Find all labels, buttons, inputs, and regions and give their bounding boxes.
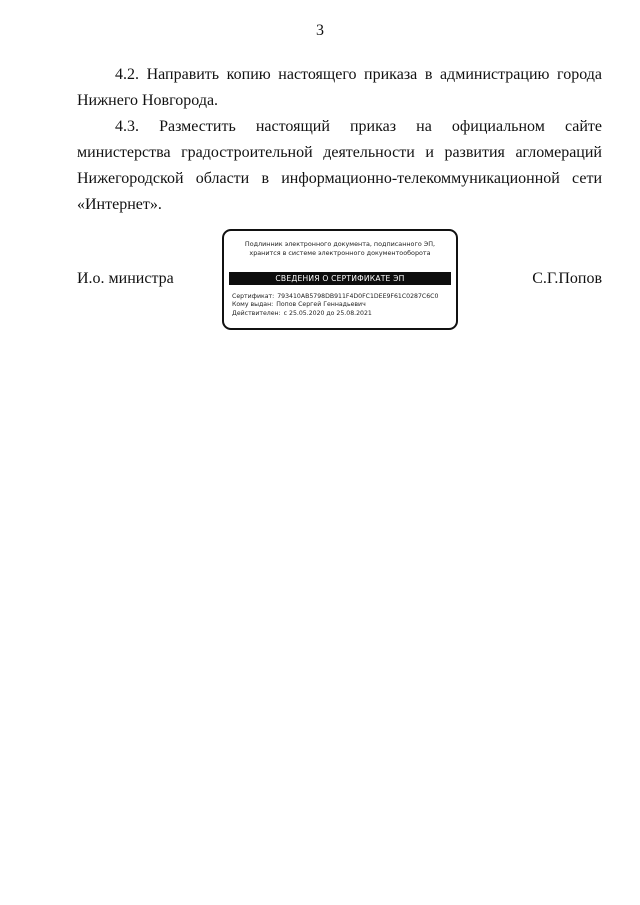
certificate-label: Сертификат: bbox=[232, 293, 275, 300]
signer-name: С.Г.Попов bbox=[532, 270, 602, 287]
stamp-header-line-2: хранится в системе электронного документооборота bbox=[249, 249, 431, 257]
paragraph-4-3-line-2: градостроительной деятельности и развития агломераций Нижегородской bbox=[77, 144, 602, 187]
stamp-details bbox=[232, 293, 456, 318]
stamp-issued-to-row bbox=[232, 301, 456, 309]
stamp-title: СВЕДЕНИЯ О СЕРТИФИКАТЕ ЭП bbox=[229, 272, 451, 285]
paragraph-4-3-line-1: 4.3. Разместить настоящий приказ на официальном сайте министерства bbox=[77, 118, 602, 161]
issued-to-value: Попов Сергей Геннадьевич bbox=[276, 301, 366, 309]
document-body bbox=[77, 62, 602, 218]
page-number: 3 bbox=[316, 22, 324, 39]
certificate-value: 793410AB5798DB911F4D0FC1DEE9F61C0287C6C0 bbox=[277, 293, 439, 300]
stamp-header-line-1: Подлинник электронного документа, подписанного ЭП, bbox=[244, 240, 436, 248]
paragraph-4-2-line-1: 4.2. Направить копию настоящего приказа в администрацию города bbox=[115, 66, 602, 83]
issued-to-label: Кому выдан: bbox=[232, 301, 274, 309]
paragraph-4-2-line-2: Нижнего Новгорода. bbox=[77, 92, 219, 109]
stamp-valid-row bbox=[232, 310, 456, 318]
electronic-signature-stamp bbox=[222, 229, 458, 330]
paragraph-4-3-line-3: области в информационно-телекоммуникационной сети «Интернет». bbox=[77, 170, 602, 213]
paragraph-4-2 bbox=[77, 62, 602, 114]
valid-value: с 25.05.2020 до 25.08.2021 bbox=[283, 309, 372, 317]
stamp-header bbox=[224, 240, 456, 258]
signer-position: И.о. министра bbox=[77, 270, 174, 287]
valid-label: Действителен: bbox=[232, 309, 281, 317]
paragraph-4-3 bbox=[77, 114, 602, 218]
